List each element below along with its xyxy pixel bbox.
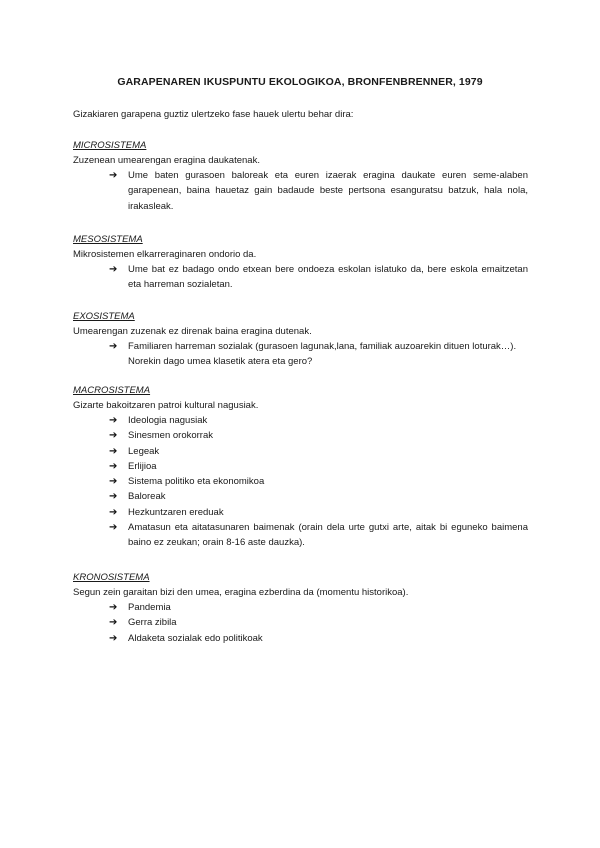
right-arrow-icon: ➔: [109, 415, 118, 426]
list-item: [109, 413, 528, 428]
list-item: [109, 339, 528, 370]
list-item: [109, 459, 528, 474]
bullet-list: [73, 600, 528, 646]
list-item-text: Baloreak: [128, 491, 166, 503]
bullet-list: [73, 168, 528, 214]
section-description: Gizarte bakoitzaren patroi kultural nagusiak.: [73, 400, 259, 411]
right-arrow-icon: ➔: [109, 506, 118, 518]
list-item-text: Hezkuntzaren ereduak: [128, 506, 224, 518]
list-item: [109, 428, 528, 443]
section-heading: MACROSISTEMA: [73, 385, 151, 396]
right-arrow-icon: ➔: [109, 632, 118, 644]
bullet-list: [73, 413, 528, 551]
right-arrow-icon: ➔: [109, 445, 118, 457]
list-item: [109, 520, 528, 551]
list-item: [109, 444, 528, 459]
list-item-text: Sistema politiko eta ekonomikoa: [128, 476, 265, 488]
list-item-text: Ideologia nagusiak: [128, 415, 208, 426]
bullet-list: [73, 262, 528, 293]
list-item-text: Legeak: [128, 445, 160, 457]
section-description: Mikrosistemen elkarreraginaren ondorio da.: [73, 249, 257, 260]
section-microsistema: [73, 138, 528, 214]
list-item: [109, 474, 528, 489]
list-item-text: Sinesmen orokorrak: [128, 430, 214, 442]
section-heading: KRONOSISTEMA: [73, 572, 150, 583]
document-title: GARAPENAREN IKUSPUNTU EKOLOGIKOA, BRONFENBRENNER, 1979: [117, 76, 483, 88]
list-item: [109, 262, 528, 293]
section-macrosistema: [73, 383, 528, 551]
list-item-text: Pandemia: [128, 602, 171, 613]
section-description: Umearengan zuzenak ez direnak baina eragina dutenak.: [73, 326, 312, 337]
list-item: [109, 168, 528, 214]
section-heading: MICROSISTEMA: [73, 140, 147, 151]
bullet-list: [73, 339, 528, 370]
right-arrow-icon: ➔: [109, 460, 118, 472]
right-arrow-icon: ➔: [109, 491, 118, 503]
section-exosistema: [73, 309, 528, 370]
right-arrow-icon: ➔: [109, 602, 118, 613]
section-heading: MESOSISTEMA: [73, 234, 143, 245]
list-item-text: Amatasun eta aitatasunaren baimenak (orain dela urte gutxi arte, aitak bi eguneko baimena baino ez zeukan; orain 8-16 aste dauzka).: [128, 522, 528, 549]
right-arrow-icon: ➔: [109, 264, 118, 275]
right-arrow-icon: ➔: [109, 476, 118, 488]
list-item: [109, 505, 528, 520]
right-arrow-icon: ➔: [109, 617, 118, 629]
right-arrow-icon: ➔: [109, 341, 118, 352]
list-item-text: Gerra zibila: [128, 617, 177, 629]
list-item-text: Erlijioa: [128, 460, 157, 472]
right-arrow-icon: ➔: [109, 522, 118, 534]
list-item: [109, 615, 528, 630]
list-item: [109, 600, 528, 615]
right-arrow-icon: ➔: [109, 430, 118, 442]
list-item: [109, 631, 528, 646]
section-description: Segun zein garaitan bizi den umea, eragina ezberdina da (momentu historikoa).: [73, 587, 409, 598]
list-item-text: Ume baten gurasoen baloreak eta euren izaerak eragina daukate euren seme-alaben garapenean, baina hauetaz gain badaude beste pertsona esanguratsu batzuk, hala nola, irakasleak.: [128, 170, 528, 212]
section-heading: EXOSISTEMA: [73, 311, 135, 322]
intro-text: Gizakiaren garapena guztiz ulertzeko fase hauek ulertu behar dira:: [73, 109, 354, 120]
list-item: [109, 489, 528, 504]
list-item-text: Ume bat ez badago ondo etxean bere ondoeza eskolan islatuko da, bere eskola emaitzetan eta harreman sozialetan.: [128, 264, 528, 291]
section-mesosistema: [73, 232, 528, 293]
right-arrow-icon: ➔: [109, 170, 118, 181]
list-item-text: Familiaren harreman sozialak (gurasoen lagunak,lana, familiak auzoarekin dituen loturak…). Norekin dago umea klasetik atera eta gero?: [128, 341, 517, 368]
section-description: Zuzenean umearengan eragina daukatenak.: [73, 155, 260, 166]
section-kronosistema: [73, 570, 528, 646]
list-item-text: Aldaketa sozialak edo politikoak: [128, 632, 263, 644]
